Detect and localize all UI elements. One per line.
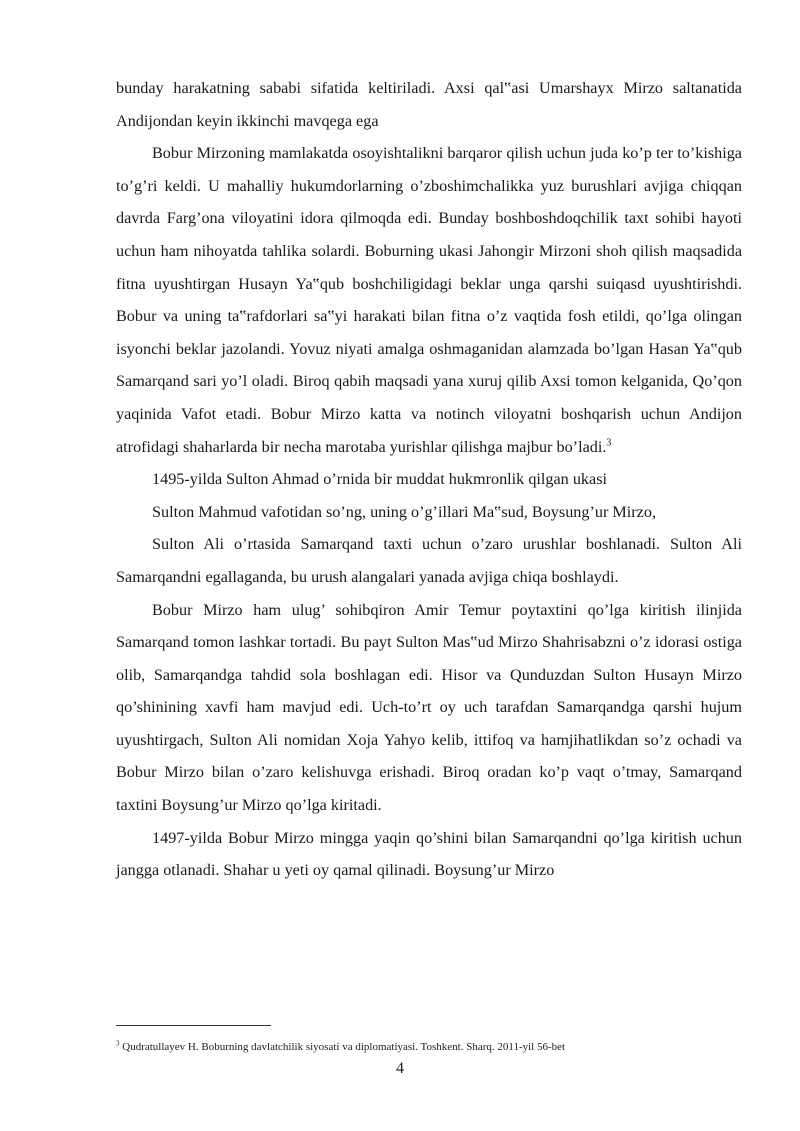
page-body — [116, 72, 742, 887]
paragraph-5: Sulton Ali o’rtasida Samarqand taxti uchun o’zaro urushlar boshlanadi. Sulton Ali Samarqandni egallaganda, bu urush alangalari yanada avjiga chiqa boshlaydi. — [116, 535, 742, 586]
paragraph-4: Sulton Mahmud vafotidan so’ng, uning o’g’illari Ma‟sud, Boysung’ur Mirzo, — [152, 502, 657, 521]
footnote-text: Qudratullayev H. Boburning davlatchilik siyosati va diplomatiyasi. Toshkent. Sharq. 2011-yil 56-bet — [122, 1041, 566, 1053]
paragraph-6: Bobur Mirzo ham ulug’ sohibqiron Amir Temur poytaxtini qo’lga kiritish ilinjida Samarqand tomon lashkar tortadi. Bu payt Sulton Mas‟ud Mirzo Shahrisabzni o’z idorasi ostiga olib, Samarqandga tahdid sola boshlagan edi. Hisor va Qunduzdan Sulton Husayn Mirzo qo’shinining xavfi ham mavjud edi. Uch-to’rt oy uch tarafdan Samarqandga qarshi hujum uyushtirgach, Sulton Ali nomidan Xoja Yahyo kelib, ittifoq va hamjihatlikdan so’z ochadi va Bobur Mirzo bilan o’zaro kelishuvga erishadi. Biroq oradan ko’p vaqt o’tmay, Samarqand taxtini Boysung’ur Mirzo qo’lga kiritadi. — [116, 600, 742, 815]
paragraph-2-text: Bobur Mirzoning mamlakatda osoyishtalikni barqaror qilish uchun juda ko’p ter to’kishiga to’g’ri keldi. U mahalliy hukumdorlarning o’zboshimchalikka yuz burushlari avjiga chiqqan davrda Farg’ona viloyatini idora qilmoqda edi. Bunday boshboshdoqchilik taxt sohibi hayoti uchun ham nihoyatda tahlika solardi. Boburning ukasi Jahongir Mirzoni shoh qilish maqsadida fitna uyushtirgan Husayn Ya‟qub boshchiligidagi beklar unga qarshi suiqasd uyushtirishdi. Bobur va uning ta‟rafdorlari sa‟yi harakati bilan fitna o’z vaqtida fosh etildi, qo’lga olingan isyonchi beklar jazolandi. Yovuz niyati amalga oshmaganidan alamzada bo’lgan Hasan Ya‟qub Samarqand sari yo’l oladi. Biroq qabih maqsadi yana xuruj qilib Axsi tomon kelganida, Qo’qon yaqinida Vafot etadi. Bobur Mirzo katta va notinch viloyatni boshqarish uchun Andijon atrofidagi shaharlarda bir necha marotaba yurishlar qilishga majbur bo’ladi. — [116, 144, 742, 456]
paragraph-7: 1497-yilda Bobur Mirzo mingga yaqin qo’shini bilan Samarqandni qo’lga kiritish uchun jangga otlanadi. Shahar u yeti oy qamal qilinadi. Boysung’ur Mirzo — [116, 828, 742, 880]
page-number: 4 — [396, 1060, 404, 1077]
footnote — [116, 1040, 742, 1054]
footnote-marker: 3 — [116, 1039, 120, 1048]
footnote-divider — [116, 1025, 271, 1026]
paragraph-2 — [116, 137, 742, 463]
paragraph-3: 1495-yilda Sulton Ahmad o’rnida bir muddat hukmronlik qilgan ukasi — [152, 470, 607, 489]
footnote-reference[interactable]: 3 — [606, 437, 612, 449]
paragraph-1: bunday harakatning sababi sifatida keltiriladi. Axsi qal‟asi Umarshayx Mirzo saltanatida Andijondan keyin ikkinchi mavqega ega — [116, 79, 742, 130]
